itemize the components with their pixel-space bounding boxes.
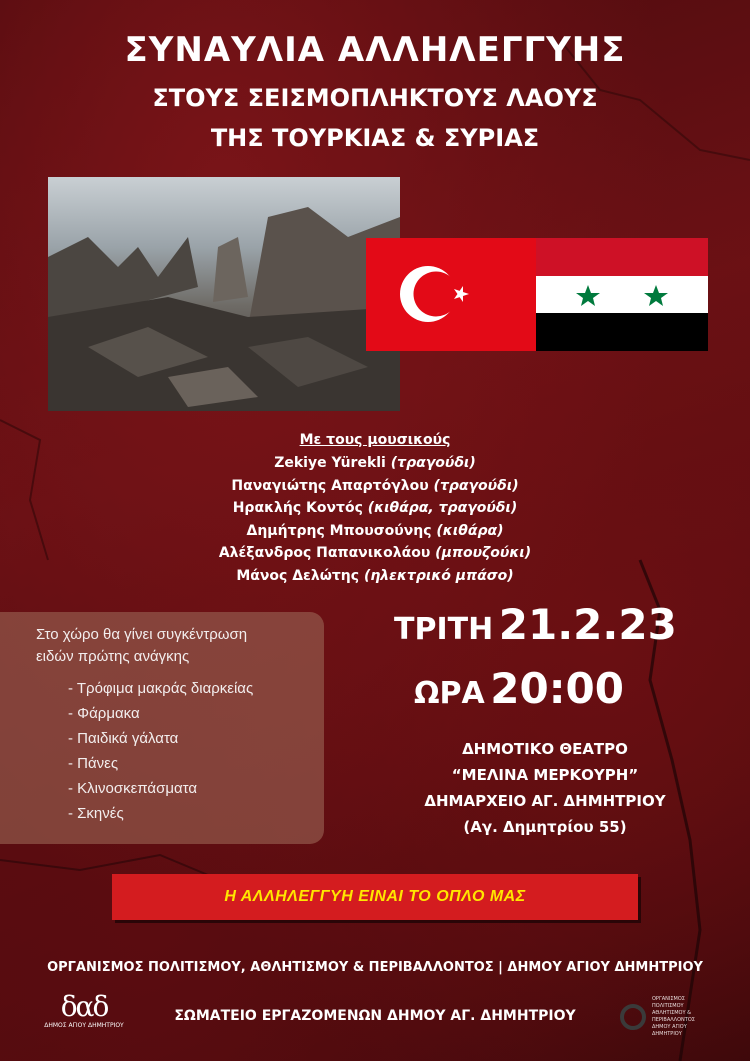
list-item: - Παιδικά γάλατα xyxy=(68,730,179,747)
list-item: - Φάρμακα xyxy=(68,705,140,722)
event-time: ΩΡΑ 20:00 xyxy=(414,664,624,713)
musician-row: Αλέξανδρος Παπανικολάου (μπουζούκι) xyxy=(218,545,532,561)
list-item: - Πάνες xyxy=(68,755,119,772)
event-date: ΤΡΙΤΗ 21.2.23 xyxy=(394,600,677,649)
organizer-line: ΟΡΓΑΝΙΣΜΟΣ ΠΟΛΙΤΙΣΜΟΥ, ΑΘΛΗΤΙΣΜΟΥ & ΠΕΡΙΒΑΛΛΟΝΤΟΣ | ΔΗΜΟΥ ΑΓΙΟΥ ΔΗΜΗΤΡΙΟΥ xyxy=(47,960,703,975)
syria-flag xyxy=(536,238,708,351)
musician-row: Ηρακλής Κοντός (κιθάρα, τραγούδι) xyxy=(232,500,518,516)
list-item: - Σκηνές xyxy=(68,805,124,822)
earthquake-rubble-photo xyxy=(48,177,400,411)
municipality-logo: δαδ ΔΗΜΟΣ ΑΓΙΟΥ ΔΗΜΗΤΡΙΟΥ xyxy=(44,990,124,1029)
list-item: - Κλινοσκεπάσματα xyxy=(68,780,198,797)
musician-row: Μάνος Δελώτης (ηλεκτρικό μπάσο) xyxy=(236,567,514,584)
subtitle-line-1: ΣΤΟΥΣ ΣΕΙΣΜΟΠΛΗΚΤΟΥΣ ΛΑΟΥΣ xyxy=(152,84,598,112)
musicians-heading: Με τους μουσικούς xyxy=(299,432,451,448)
subtitle-line-2: ΤΗΣ ΤΟΥΡΚΙΑΣ & ΣΥΡΙΑΣ xyxy=(210,124,540,152)
musicians-list xyxy=(0,432,750,587)
page-title: ΣΥΝΑΥΛΙΑ ΑΛΛΗΛΕΓΓΥΗΣ xyxy=(124,30,626,70)
musician-row: Παναγιώτης Απαρτόγλου (τραγούδι) xyxy=(231,477,519,494)
musician-row: Zekiye Yürekli (τραγούδι) xyxy=(274,455,476,471)
donation-items xyxy=(68,676,253,826)
list-item: - Τρόφιμα μακράς διαρκείας xyxy=(68,680,254,697)
donations-intro: Στο χώρο θα γίνει συγκέντρωση ειδών πρώτης ανάγκης xyxy=(36,626,248,665)
venue-info: ΔΗΜΟΤΙΚΟ ΘΕΑΤΡΟ “ΜΕΛΙΝΑ ΜΕΡΚΟΥΡΗ” ΔΗΜΑΡΧΕΙΟ ΑΓ. ΔΗΜΗΤΡΙΟΥ (Αγ. Δημητρίου 55) xyxy=(424,740,666,836)
musician-row: Δημήτρης Μπουσούνης (κιθάρα) xyxy=(246,522,504,539)
organization-logo: ΟΡΓΑΝΙΣΜΟΣ ΠΟΛΙΤΙΣΜΟΥ ΑΘΛΗΤΙΣΜΟΥ & ΠΕΡΙΒΑΛΛΟΝΤΟΣ ΔΗΜΟΥ ΑΓΙΟΥ ΔΗΜΗΤΡΙΟΥ xyxy=(620,996,720,1042)
turkey-flag xyxy=(366,238,536,351)
union-line: ΣΩΜΑΤΕΙΟ ΕΡΓΑΖΟΜΕΝΩΝ ΔΗΜΟΥ ΑΓ. ΔΗΜΗΤΡΙΟΥ xyxy=(174,1008,576,1024)
donations-box xyxy=(0,612,324,844)
slogan-banner: Η ΑΛΛΗΛΕΓΓΥΗ ΕΙΝΑΙ ΤΟ ΟΠΛΟ ΜΑΣ xyxy=(112,874,638,920)
